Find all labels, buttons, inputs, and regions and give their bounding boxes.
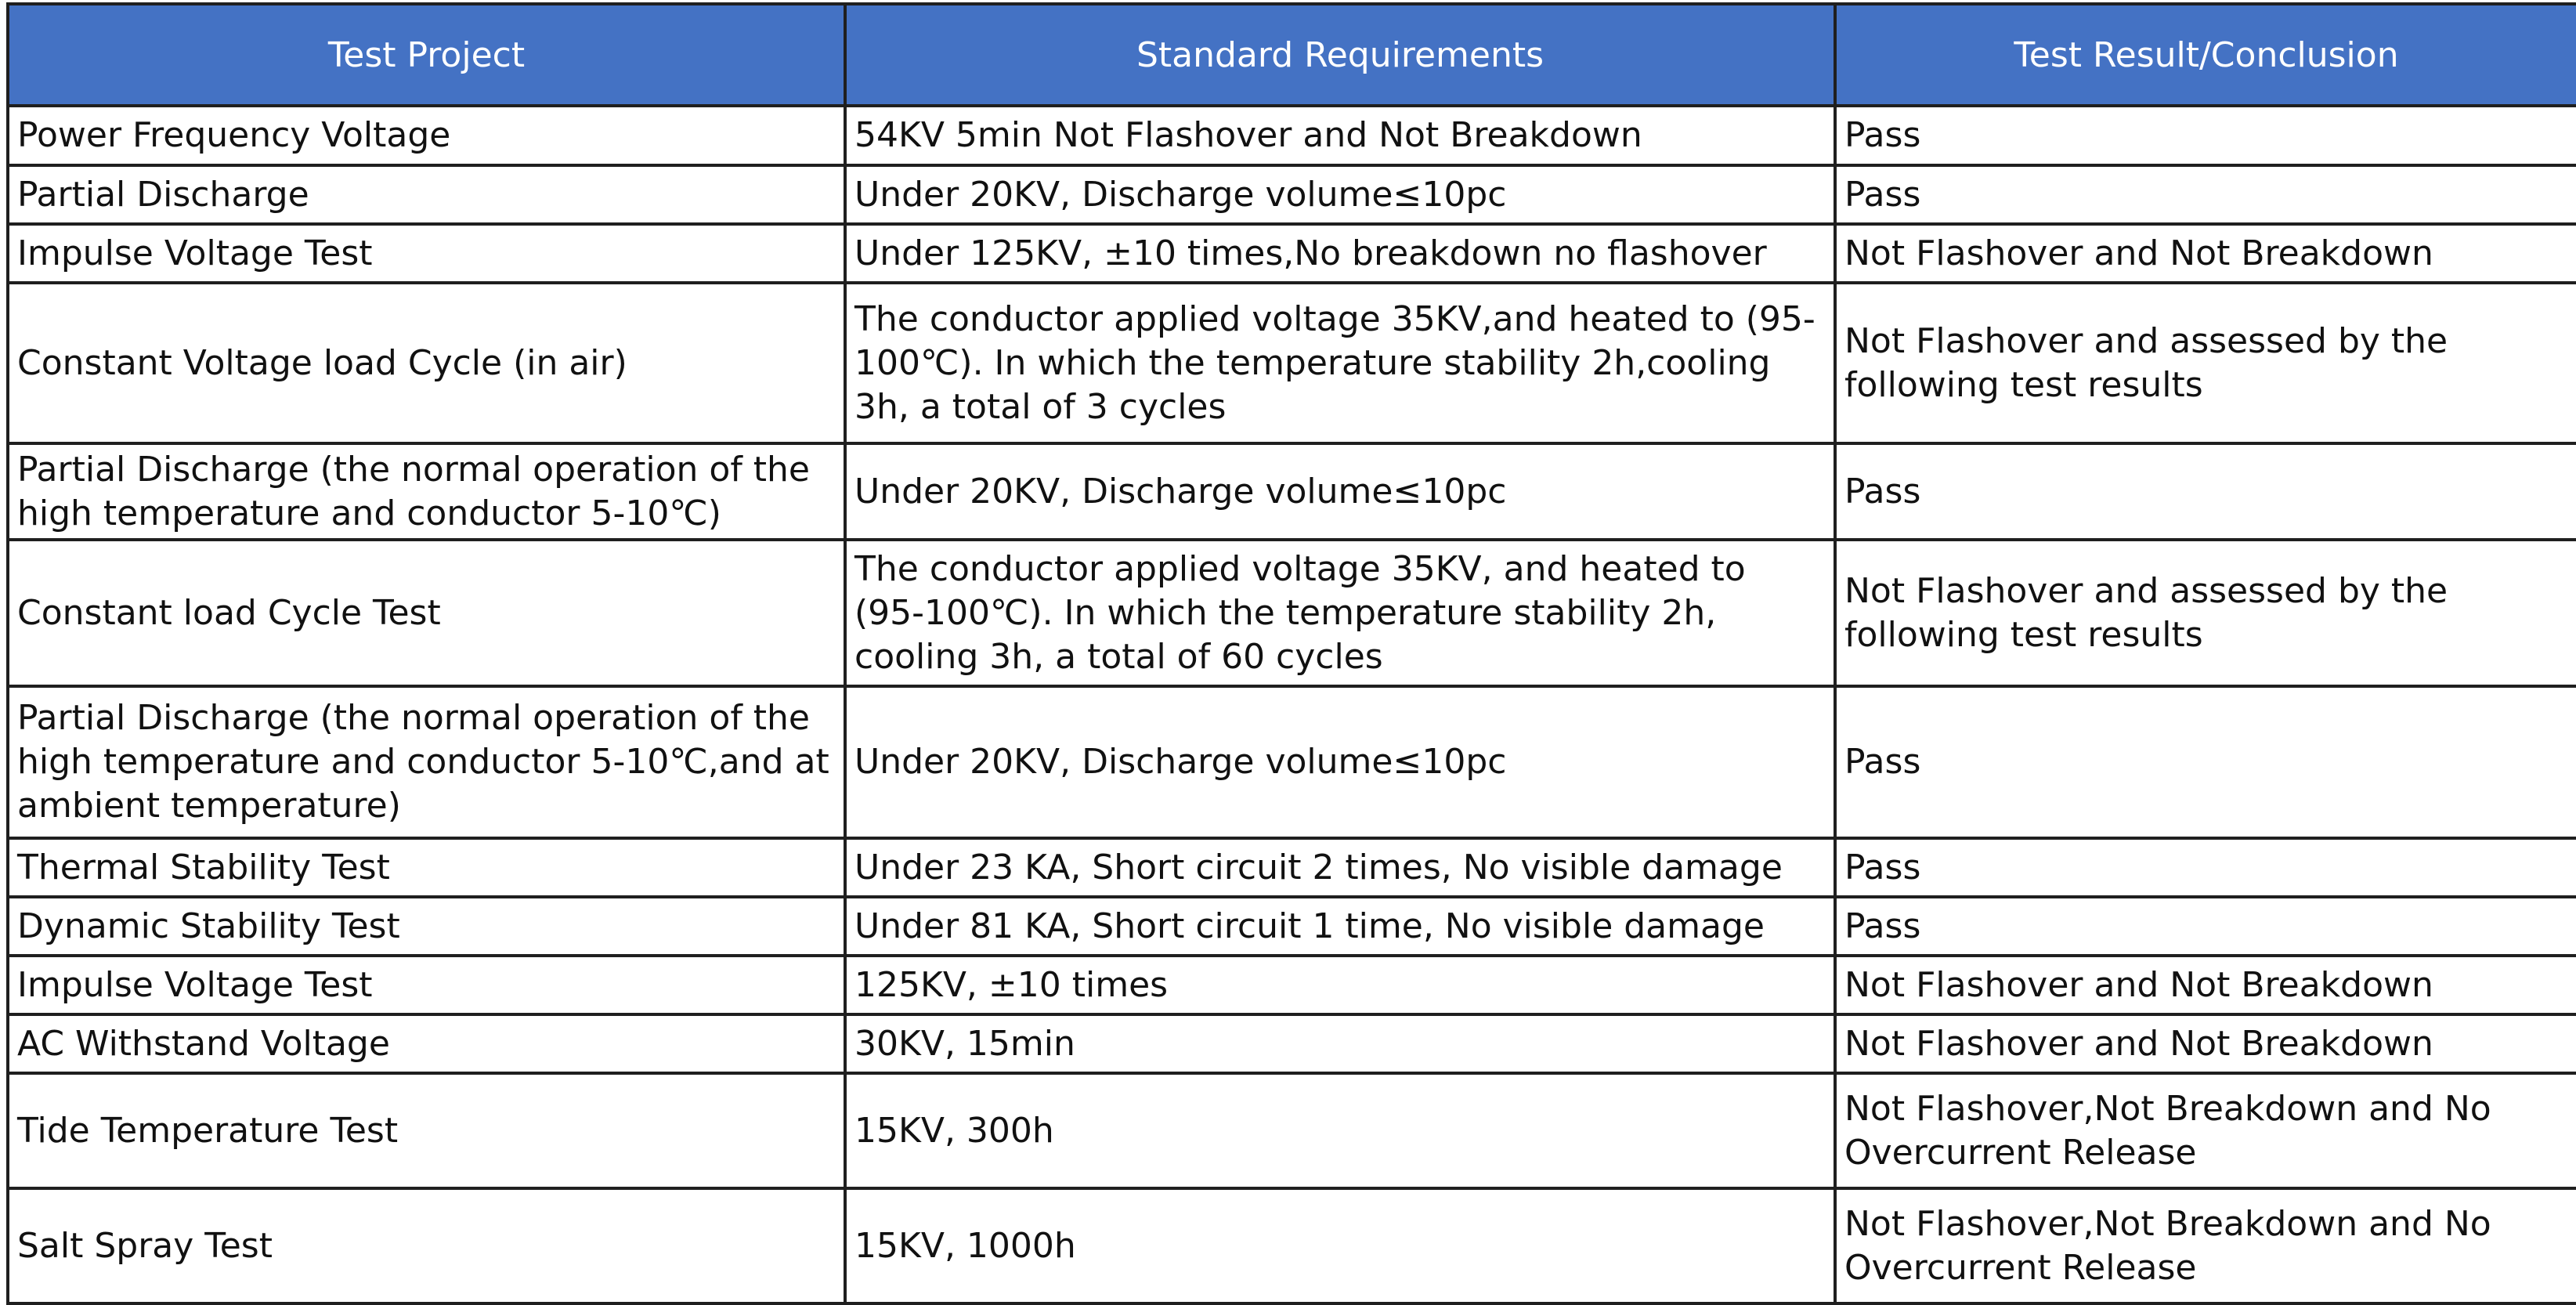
test-result-cell: Pass: [1835, 686, 2576, 838]
test-project-cell: Constant load Cycle Test: [8, 540, 845, 686]
header-test-result: Test Result/Conclusion: [1835, 4, 2576, 106]
test-project-cell: Partial Discharge (the normal operation of the high temperature and conductor 5-10℃,and at ambient temperature): [8, 686, 845, 838]
table-row: [8, 1188, 2576, 1303]
table-row: [8, 224, 2576, 283]
test-result-cell: Pass: [1835, 838, 2576, 897]
test-project-cell: Impulse Voltage Test: [8, 224, 845, 283]
table-row: [8, 1014, 2576, 1073]
table-row: [8, 838, 2576, 897]
standard-requirements-cell: The conductor applied voltage 35KV,and heated to (95-100℃). In which the temperature stability 2h,cooling 3h, a total of 3 cycles: [845, 283, 1835, 443]
test-result-cell: Not Flashover and Not Breakdown: [1835, 956, 2576, 1014]
standard-requirements-cell: Under 20KV, Discharge volume≤10pc: [845, 165, 1835, 224]
test-result-cell: Pass: [1835, 443, 2576, 540]
header-standard-requirements: Standard Requirements: [845, 4, 1835, 106]
standard-requirements-cell: 54KV 5min Not Flashover and Not Breakdown: [845, 106, 1835, 165]
standard-requirements-cell: The conductor applied voltage 35KV, and heated to (95-100℃). In which the temperature stability 2h, cooling 3h, a total of 60 cycles: [845, 540, 1835, 686]
test-project-cell: Power Frequency Voltage: [8, 106, 845, 165]
table-row: [8, 443, 2576, 540]
header-test-project: Test Project: [8, 4, 845, 106]
test-result-cell: Not Flashover,Not Breakdown and No Overcurrent Release: [1835, 1073, 2576, 1188]
test-result-cell: Not Flashover and Not Breakdown: [1835, 224, 2576, 283]
standard-requirements-cell: 15KV, 300h: [845, 1073, 1835, 1188]
test-result-cell: Not Flashover and assessed by the following test results: [1835, 540, 2576, 686]
table-row: [8, 686, 2576, 838]
standard-requirements-cell: 125KV, ±10 times: [845, 956, 1835, 1014]
test-project-cell: Constant Voltage load Cycle (in air): [8, 283, 845, 443]
table-row: [8, 897, 2576, 956]
test-project-cell: Tide Temperature Test: [8, 1073, 845, 1188]
test-project-cell: Impulse Voltage Test: [8, 956, 845, 1014]
test-result-cell: Pass: [1835, 897, 2576, 956]
test-project-cell: Thermal Stability Test: [8, 838, 845, 897]
test-result-cell: Pass: [1835, 165, 2576, 224]
standard-requirements-cell: Under 125KV, ±10 times,No breakdown no flashover: [845, 224, 1835, 283]
test-project-cell: Partial Discharge (the normal operation of the high temperature and conductor 5-10℃): [8, 443, 845, 540]
table-row: [8, 956, 2576, 1014]
table-row: [8, 540, 2576, 686]
standard-requirements-cell: Under 23 KA, Short circuit 2 times, No visible damage: [845, 838, 1835, 897]
test-project-cell: Dynamic Stability Test: [8, 897, 845, 956]
standard-requirements-cell: Under 20KV, Discharge volume≤10pc: [845, 443, 1835, 540]
test-results-table: [6, 2, 2576, 1305]
standard-requirements-cell: Under 20KV, Discharge volume≤10pc: [845, 686, 1835, 838]
test-result-cell: Not Flashover and assessed by the following test results: [1835, 283, 2576, 443]
test-result-cell: Pass: [1835, 106, 2576, 165]
test-result-cell: Not Flashover,Not Breakdown and No Overcurrent Release: [1835, 1188, 2576, 1303]
table-row: [8, 1073, 2576, 1188]
table-row: [8, 283, 2576, 443]
standard-requirements-cell: Under 81 KA, Short circuit 1 time, No visible damage: [845, 897, 1835, 956]
test-project-cell: Salt Spray Test: [8, 1188, 845, 1303]
header-row: [8, 4, 2576, 106]
test-project-cell: Partial Discharge: [8, 165, 845, 224]
test-result-cell: Not Flashover and Not Breakdown: [1835, 1014, 2576, 1073]
standard-requirements-cell: 30KV, 15min: [845, 1014, 1835, 1073]
test-project-cell: AC Withstand Voltage: [8, 1014, 845, 1073]
standard-requirements-cell: 15KV, 1000h: [845, 1188, 1835, 1303]
table-row: [8, 106, 2576, 165]
table-row: [8, 165, 2576, 224]
